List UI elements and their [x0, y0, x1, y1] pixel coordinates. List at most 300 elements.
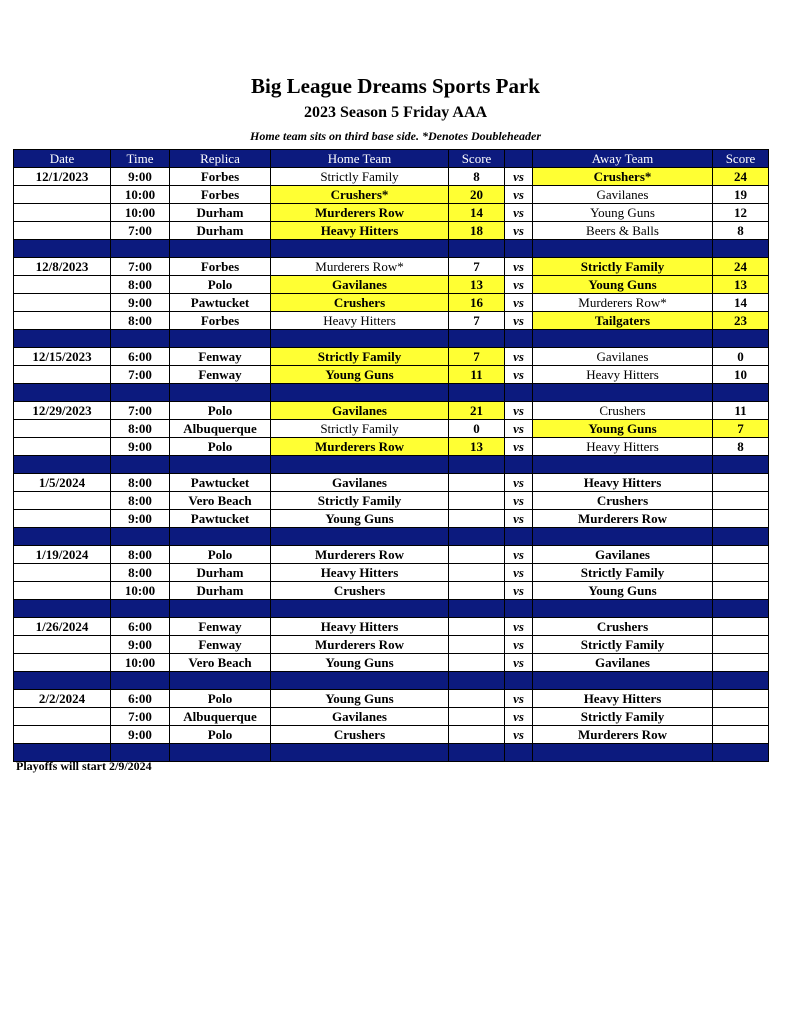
away-team: Strictly Family — [533, 708, 713, 726]
separator-cell — [170, 744, 271, 762]
game-row — [14, 438, 769, 456]
game-row — [14, 402, 769, 420]
game-time: 8:00 — [111, 420, 170, 438]
home-score: 16 — [449, 294, 505, 312]
separator-cell — [533, 672, 713, 690]
away-team: Heavy Hitters — [533, 366, 713, 384]
separator-cell — [505, 456, 533, 474]
game-time: 9:00 — [111, 636, 170, 654]
game-time: 7:00 — [111, 708, 170, 726]
separator-cell — [271, 330, 449, 348]
col-replica-header: Replica — [170, 150, 271, 168]
separator-cell — [111, 528, 170, 546]
away-score — [713, 546, 769, 564]
game-field: Pawtucket — [170, 510, 271, 528]
home-score: 11 — [449, 366, 505, 384]
game-time: 8:00 — [111, 546, 170, 564]
home-score — [449, 636, 505, 654]
game-time: 7:00 — [111, 222, 170, 240]
home-team: Murderers Row — [271, 546, 449, 564]
separator-cell — [533, 330, 713, 348]
separator-cell — [111, 384, 170, 402]
away-score: 19 — [713, 186, 769, 204]
week-separator — [14, 528, 769, 546]
separator-cell — [170, 384, 271, 402]
vs-label: vs — [505, 618, 533, 636]
separator-cell — [449, 528, 505, 546]
game-date: 12/15/2023 — [14, 348, 111, 366]
away-team: Young Guns — [533, 582, 713, 600]
away-score — [713, 510, 769, 528]
vs-label: vs — [505, 222, 533, 240]
game-time: 8:00 — [111, 564, 170, 582]
home-team: Strictly Family — [271, 168, 449, 186]
away-score — [713, 582, 769, 600]
game-row — [14, 168, 769, 186]
game-field: Albuquerque — [170, 420, 271, 438]
game-field: Polo — [170, 546, 271, 564]
away-score — [713, 708, 769, 726]
away-team: Strictly Family — [533, 636, 713, 654]
vs-label: vs — [505, 708, 533, 726]
game-date — [14, 438, 111, 456]
away-score: 10 — [713, 366, 769, 384]
separator-cell — [14, 330, 111, 348]
away-team: Strictly Family — [533, 564, 713, 582]
game-date — [14, 510, 111, 528]
separator-cell — [533, 528, 713, 546]
away-team: Gavilanes — [533, 186, 713, 204]
vs-label: vs — [505, 294, 533, 312]
separator-cell — [170, 240, 271, 258]
home-score: 7 — [449, 312, 505, 330]
home-score: 14 — [449, 204, 505, 222]
separator-cell — [111, 456, 170, 474]
separator-cell — [505, 528, 533, 546]
col-date-header: Date — [14, 150, 111, 168]
game-row — [14, 690, 769, 708]
vs-label: vs — [505, 402, 533, 420]
week-separator — [14, 600, 769, 618]
away-team: Murderers Row* — [533, 294, 713, 312]
away-score: 8 — [713, 222, 769, 240]
separator-cell — [713, 240, 769, 258]
game-row — [14, 312, 769, 330]
home-team: Crushers — [271, 726, 449, 744]
away-score: 7 — [713, 420, 769, 438]
home-team: Strictly Family — [271, 348, 449, 366]
game-date — [14, 564, 111, 582]
game-field: Forbes — [170, 168, 271, 186]
separator-cell — [111, 600, 170, 618]
away-score: 24 — [713, 258, 769, 276]
game-field: Fenway — [170, 618, 271, 636]
separator-cell — [271, 456, 449, 474]
away-score — [713, 636, 769, 654]
vs-label: vs — [505, 510, 533, 528]
vs-label: vs — [505, 690, 533, 708]
away-team: Young Guns — [533, 276, 713, 294]
home-team: Strictly Family — [271, 420, 449, 438]
separator-cell — [170, 528, 271, 546]
home-score: 21 — [449, 402, 505, 420]
separator-cell — [271, 384, 449, 402]
separator-cell — [713, 330, 769, 348]
game-date: 12/29/2023 — [14, 402, 111, 420]
game-date — [14, 492, 111, 510]
home-team-note: Home team sits on third base side. *Denotes Doubleheader — [250, 129, 541, 143]
game-row — [14, 708, 769, 726]
vs-label: vs — [505, 186, 533, 204]
game-date — [14, 726, 111, 744]
page-title: Big League Dreams Sports Park — [251, 74, 540, 98]
game-time: 7:00 — [111, 366, 170, 384]
game-time: 6:00 — [111, 618, 170, 636]
vs-label: vs — [505, 438, 533, 456]
home-team: Gavilanes — [271, 276, 449, 294]
away-team: Crushers — [533, 402, 713, 420]
separator-cell — [713, 744, 769, 762]
season-subtitle: 2023 Season 5 Friday AAA — [303, 104, 488, 121]
week-separator — [14, 672, 769, 690]
separator-cell — [505, 240, 533, 258]
separator-cell — [14, 240, 111, 258]
home-score: 18 — [449, 222, 505, 240]
home-score — [449, 690, 505, 708]
game-date — [14, 582, 111, 600]
game-row — [14, 294, 769, 312]
separator-cell — [533, 600, 713, 618]
game-time: 10:00 — [111, 654, 170, 672]
separator-cell — [14, 456, 111, 474]
game-row — [14, 510, 769, 528]
separator-cell — [271, 528, 449, 546]
home-team: Heavy Hitters — [271, 222, 449, 240]
game-date — [14, 276, 111, 294]
game-time: 7:00 — [111, 258, 170, 276]
away-score — [713, 474, 769, 492]
home-team: Heavy Hitters — [271, 618, 449, 636]
home-score: 7 — [449, 258, 505, 276]
away-team: Gavilanes — [533, 348, 713, 366]
vs-label: vs — [505, 258, 533, 276]
separator-cell — [449, 744, 505, 762]
home-score — [449, 492, 505, 510]
vs-label: vs — [505, 312, 533, 330]
home-team: Crushers — [271, 294, 449, 312]
separator-cell — [713, 672, 769, 690]
game-field: Forbes — [170, 258, 271, 276]
home-score: 20 — [449, 186, 505, 204]
game-time: 9:00 — [111, 438, 170, 456]
game-date — [14, 204, 111, 222]
home-score: 13 — [449, 438, 505, 456]
vs-label: vs — [505, 564, 533, 582]
home-team: Young Guns — [271, 366, 449, 384]
game-field: Polo — [170, 276, 271, 294]
away-team: Heavy Hitters — [533, 690, 713, 708]
home-team: Young Guns — [271, 690, 449, 708]
home-score — [449, 726, 505, 744]
game-field: Forbes — [170, 186, 271, 204]
home-team: Gavilanes — [271, 474, 449, 492]
game-date — [14, 294, 111, 312]
away-team: Young Guns — [533, 420, 713, 438]
separator-cell — [14, 528, 111, 546]
game-field: Durham — [170, 204, 271, 222]
game-date: 1/19/2024 — [14, 546, 111, 564]
game-time: 10:00 — [111, 582, 170, 600]
game-row — [14, 474, 769, 492]
home-score — [449, 654, 505, 672]
game-field: Fenway — [170, 348, 271, 366]
separator-cell — [271, 240, 449, 258]
away-team: Heavy Hitters — [533, 474, 713, 492]
game-date — [14, 708, 111, 726]
game-field: Durham — [170, 222, 271, 240]
vs-label: vs — [505, 168, 533, 186]
separator-cell — [449, 672, 505, 690]
game-row — [14, 186, 769, 204]
schedule-table — [13, 149, 769, 762]
home-team: Murderers Row* — [271, 258, 449, 276]
vs-label: vs — [505, 546, 533, 564]
vs-label: vs — [505, 636, 533, 654]
separator-cell — [449, 456, 505, 474]
game-date — [14, 654, 111, 672]
game-row — [14, 582, 769, 600]
home-team: Heavy Hitters — [271, 312, 449, 330]
game-date — [14, 366, 111, 384]
game-row — [14, 564, 769, 582]
col-away-score-header: Score — [713, 150, 769, 168]
separator-cell — [713, 600, 769, 618]
away-score: 8 — [713, 438, 769, 456]
game-date: 1/26/2024 — [14, 618, 111, 636]
game-date — [14, 222, 111, 240]
game-field: Vero Beach — [170, 492, 271, 510]
away-score — [713, 726, 769, 744]
week-separator — [14, 384, 769, 402]
game-field: Polo — [170, 438, 271, 456]
separator-cell — [449, 600, 505, 618]
away-score — [713, 690, 769, 708]
game-row — [14, 204, 769, 222]
vs-label: vs — [505, 492, 533, 510]
separator-cell — [713, 384, 769, 402]
game-row — [14, 222, 769, 240]
separator-cell — [111, 240, 170, 258]
game-time: 9:00 — [111, 294, 170, 312]
home-team: Gavilanes — [271, 708, 449, 726]
vs-label: vs — [505, 582, 533, 600]
away-score: 11 — [713, 402, 769, 420]
game-row — [14, 348, 769, 366]
away-team: Murderers Row — [533, 510, 713, 528]
separator-cell — [713, 528, 769, 546]
game-time: 9:00 — [111, 168, 170, 186]
game-field: Polo — [170, 402, 271, 420]
game-date: 12/1/2023 — [14, 168, 111, 186]
home-team: Young Guns — [271, 510, 449, 528]
game-field: Polo — [170, 726, 271, 744]
away-score — [713, 564, 769, 582]
game-row — [14, 654, 769, 672]
vs-label: vs — [505, 276, 533, 294]
away-team: Gavilanes — [533, 654, 713, 672]
separator-cell — [533, 456, 713, 474]
separator-cell — [271, 744, 449, 762]
game-date — [14, 420, 111, 438]
playoffs-note: Playoffs will start 2/9/2024 — [16, 759, 152, 773]
separator-cell — [505, 330, 533, 348]
away-score: 0 — [713, 348, 769, 366]
separator-cell — [170, 600, 271, 618]
game-date — [14, 636, 111, 654]
home-score — [449, 546, 505, 564]
game-date: 1/5/2024 — [14, 474, 111, 492]
game-field: Durham — [170, 564, 271, 582]
away-score: 12 — [713, 204, 769, 222]
vs-label: vs — [505, 420, 533, 438]
game-row — [14, 366, 769, 384]
separator-cell — [271, 600, 449, 618]
game-date: 12/8/2023 — [14, 258, 111, 276]
game-time: 8:00 — [111, 474, 170, 492]
game-field: Polo — [170, 690, 271, 708]
separator-cell — [111, 330, 170, 348]
week-separator — [14, 240, 769, 258]
col-away-team-header: Away Team — [533, 150, 713, 168]
away-team: Young Guns — [533, 204, 713, 222]
home-score: 13 — [449, 276, 505, 294]
vs-label: vs — [505, 474, 533, 492]
vs-label: vs — [505, 204, 533, 222]
separator-cell — [505, 384, 533, 402]
home-score — [449, 510, 505, 528]
game-row — [14, 636, 769, 654]
separator-cell — [533, 384, 713, 402]
away-team: Heavy Hitters — [533, 438, 713, 456]
home-score: 0 — [449, 420, 505, 438]
away-team: Gavilanes — [533, 546, 713, 564]
vs-label: vs — [505, 726, 533, 744]
game-row — [14, 258, 769, 276]
away-team: Crushers — [533, 618, 713, 636]
home-score — [449, 564, 505, 582]
game-date — [14, 186, 111, 204]
home-team: Strictly Family — [271, 492, 449, 510]
home-team: Heavy Hitters — [271, 564, 449, 582]
separator-cell — [111, 672, 170, 690]
home-score: 7 — [449, 348, 505, 366]
game-row — [14, 618, 769, 636]
game-date — [14, 312, 111, 330]
vs-label: vs — [505, 348, 533, 366]
away-score — [713, 492, 769, 510]
separator-cell — [505, 672, 533, 690]
game-time: 6:00 — [111, 690, 170, 708]
week-separator — [14, 330, 769, 348]
header-row — [14, 150, 769, 168]
game-field: Pawtucket — [170, 474, 271, 492]
separator-cell — [170, 456, 271, 474]
away-score: 23 — [713, 312, 769, 330]
game-field: Albuquerque — [170, 708, 271, 726]
game-time: 7:00 — [111, 402, 170, 420]
away-team: Strictly Family — [533, 258, 713, 276]
away-team: Crushers — [533, 492, 713, 510]
game-row — [14, 420, 769, 438]
away-score: 14 — [713, 294, 769, 312]
game-row — [14, 546, 769, 564]
game-time: 8:00 — [111, 276, 170, 294]
game-time: 8:00 — [111, 312, 170, 330]
home-score — [449, 618, 505, 636]
vs-label: vs — [505, 366, 533, 384]
col-vs-header — [505, 150, 533, 168]
separator-cell — [170, 330, 271, 348]
separator-cell — [14, 384, 111, 402]
game-row — [14, 726, 769, 744]
separator-cell — [170, 672, 271, 690]
game-row — [14, 276, 769, 294]
separator-cell — [505, 744, 533, 762]
game-field: Fenway — [170, 366, 271, 384]
home-team: Murderers Row — [271, 204, 449, 222]
separator-cell — [449, 330, 505, 348]
game-field: Fenway — [170, 636, 271, 654]
home-team: Murderers Row — [271, 636, 449, 654]
away-team: Murderers Row — [533, 726, 713, 744]
home-team: Young Guns — [271, 654, 449, 672]
game-field: Vero Beach — [170, 654, 271, 672]
home-team: Crushers* — [271, 186, 449, 204]
game-field: Forbes — [170, 312, 271, 330]
col-home-score-header: Score — [449, 150, 505, 168]
separator-cell — [449, 240, 505, 258]
vs-label: vs — [505, 654, 533, 672]
separator-cell — [449, 384, 505, 402]
separator-cell — [505, 600, 533, 618]
game-time: 9:00 — [111, 510, 170, 528]
separator-cell — [271, 672, 449, 690]
game-time: 9:00 — [111, 726, 170, 744]
week-separator — [14, 456, 769, 474]
game-time: 10:00 — [111, 186, 170, 204]
away-team: Crushers* — [533, 168, 713, 186]
game-row — [14, 492, 769, 510]
away-score — [713, 618, 769, 636]
game-time: 8:00 — [111, 492, 170, 510]
away-score: 24 — [713, 168, 769, 186]
away-team: Tailgaters — [533, 312, 713, 330]
away-score: 13 — [713, 276, 769, 294]
home-team: Murderers Row — [271, 438, 449, 456]
separator-cell — [533, 744, 713, 762]
home-score — [449, 474, 505, 492]
separator-cell — [533, 240, 713, 258]
home-score: 8 — [449, 168, 505, 186]
home-team: Gavilanes — [271, 402, 449, 420]
away-score — [713, 654, 769, 672]
separator-cell — [713, 456, 769, 474]
home-team: Crushers — [271, 582, 449, 600]
away-team: Beers & Balls — [533, 222, 713, 240]
game-field: Durham — [170, 582, 271, 600]
col-home-team-header: Home Team — [271, 150, 449, 168]
game-date: 2/2/2024 — [14, 690, 111, 708]
